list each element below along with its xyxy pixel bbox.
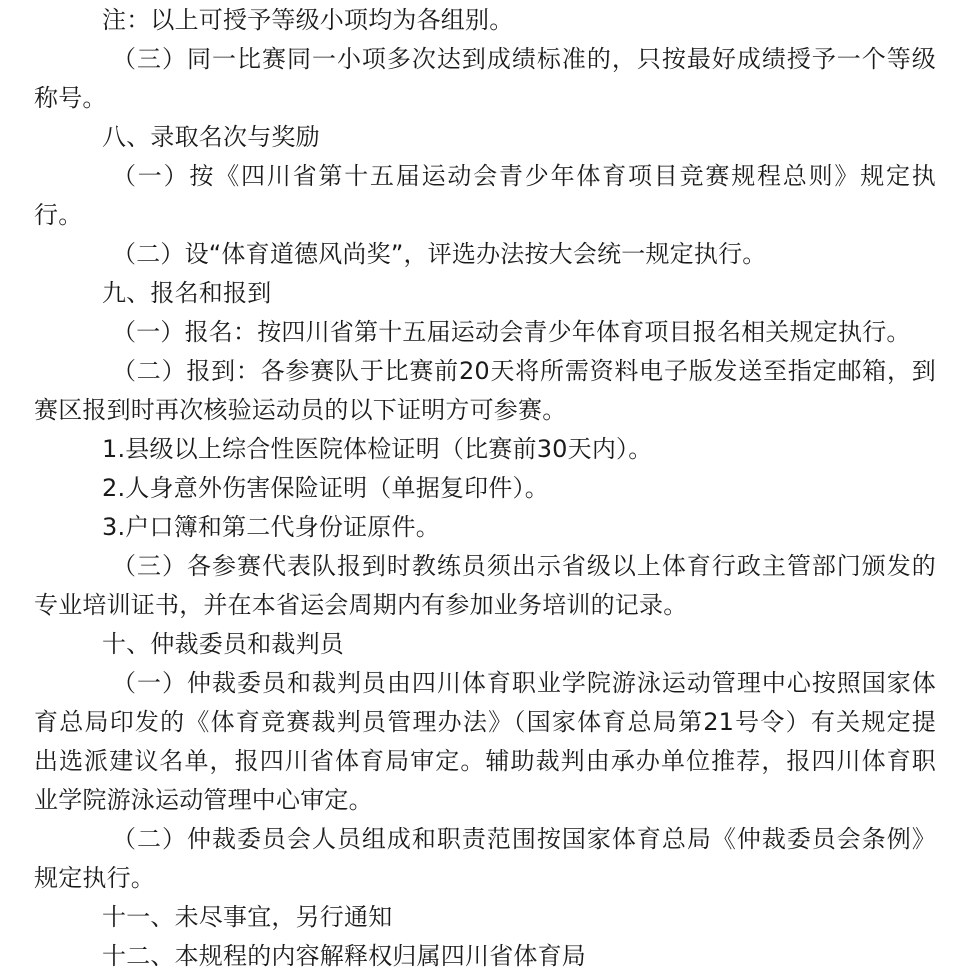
paragraph-line: （一）报名：按四川省第十五届运动会青少年体育项目报名相关规定执行。 — [112, 318, 911, 346]
paragraph-line: 称号。 — [34, 84, 107, 112]
paragraph-line: 行。 — [34, 201, 83, 229]
list-item: 3.户口簿和第二代身份证原件。 — [102, 513, 440, 541]
paragraph-line: 出选派建议名单，报四川省体育局审定。辅助裁判由承办单位推荐，报四川体育职 — [34, 747, 936, 775]
section-heading: 十、仲裁委员和裁判员 — [102, 630, 344, 658]
paragraph-line: （三）各参赛代表队报到时教练员须出示省级以上体育行政主管部门颁发的 — [112, 552, 936, 580]
paragraph-line: （一）按《四川省第十五届运动会青少年体育项目竞赛规程总则》规定执 — [112, 162, 936, 190]
section-heading: 十二、本规程的内容解释权归属四川省体育局 — [102, 942, 586, 970]
note-line: 注：以上可授予等级小项均为各组别。 — [102, 6, 514, 34]
list-item: 1.县级以上综合性医院体检证明（比赛前30天内）。 — [102, 435, 653, 463]
paragraph-line: 专业培训证书，并在本省运会周期内有参加业务培训的记录。 — [34, 591, 688, 619]
paragraph-line: （二）报到：各参赛队于比赛前20天将所需资料电子版发送至指定邮箱，到 — [112, 357, 936, 385]
paragraph-line: 赛区报到时再次核验运动员的以下证明方可参赛。 — [34, 396, 567, 424]
section-heading: 九、报名和报到 — [102, 279, 272, 307]
paragraph-line: （二）设“体育道德风尚奖”，评选办法按大会统一规定执行。 — [112, 240, 767, 268]
paragraph-line: 业学院游泳运动管理中心审定。 — [34, 786, 373, 814]
section-heading: 十一、未尽事宜，另行通知 — [102, 903, 393, 931]
list-item: 2.人身意外伤害保险证明（单据复印件）。 — [102, 474, 549, 502]
paragraph-line: 育总局印发的《体育竞赛裁判员管理办法》（国家体育总局第21号令）有关规定提 — [34, 708, 936, 736]
paragraph-line: （一）仲裁委员和裁判员由四川体育职业学院游泳运动管理中心按照国家体 — [112, 669, 936, 697]
section-heading: 八、录取名次与奖励 — [102, 123, 320, 151]
paragraph-line: （三）同一比赛同一小项多次达到成绩标准的，只按最好成绩授予一个等级 — [112, 45, 936, 73]
paragraph-line: 规定执行。 — [34, 864, 155, 892]
paragraph-line: （二）仲裁委员会人员组成和职责范围按国家体育总局《仲裁委员会条例》 — [112, 825, 936, 853]
